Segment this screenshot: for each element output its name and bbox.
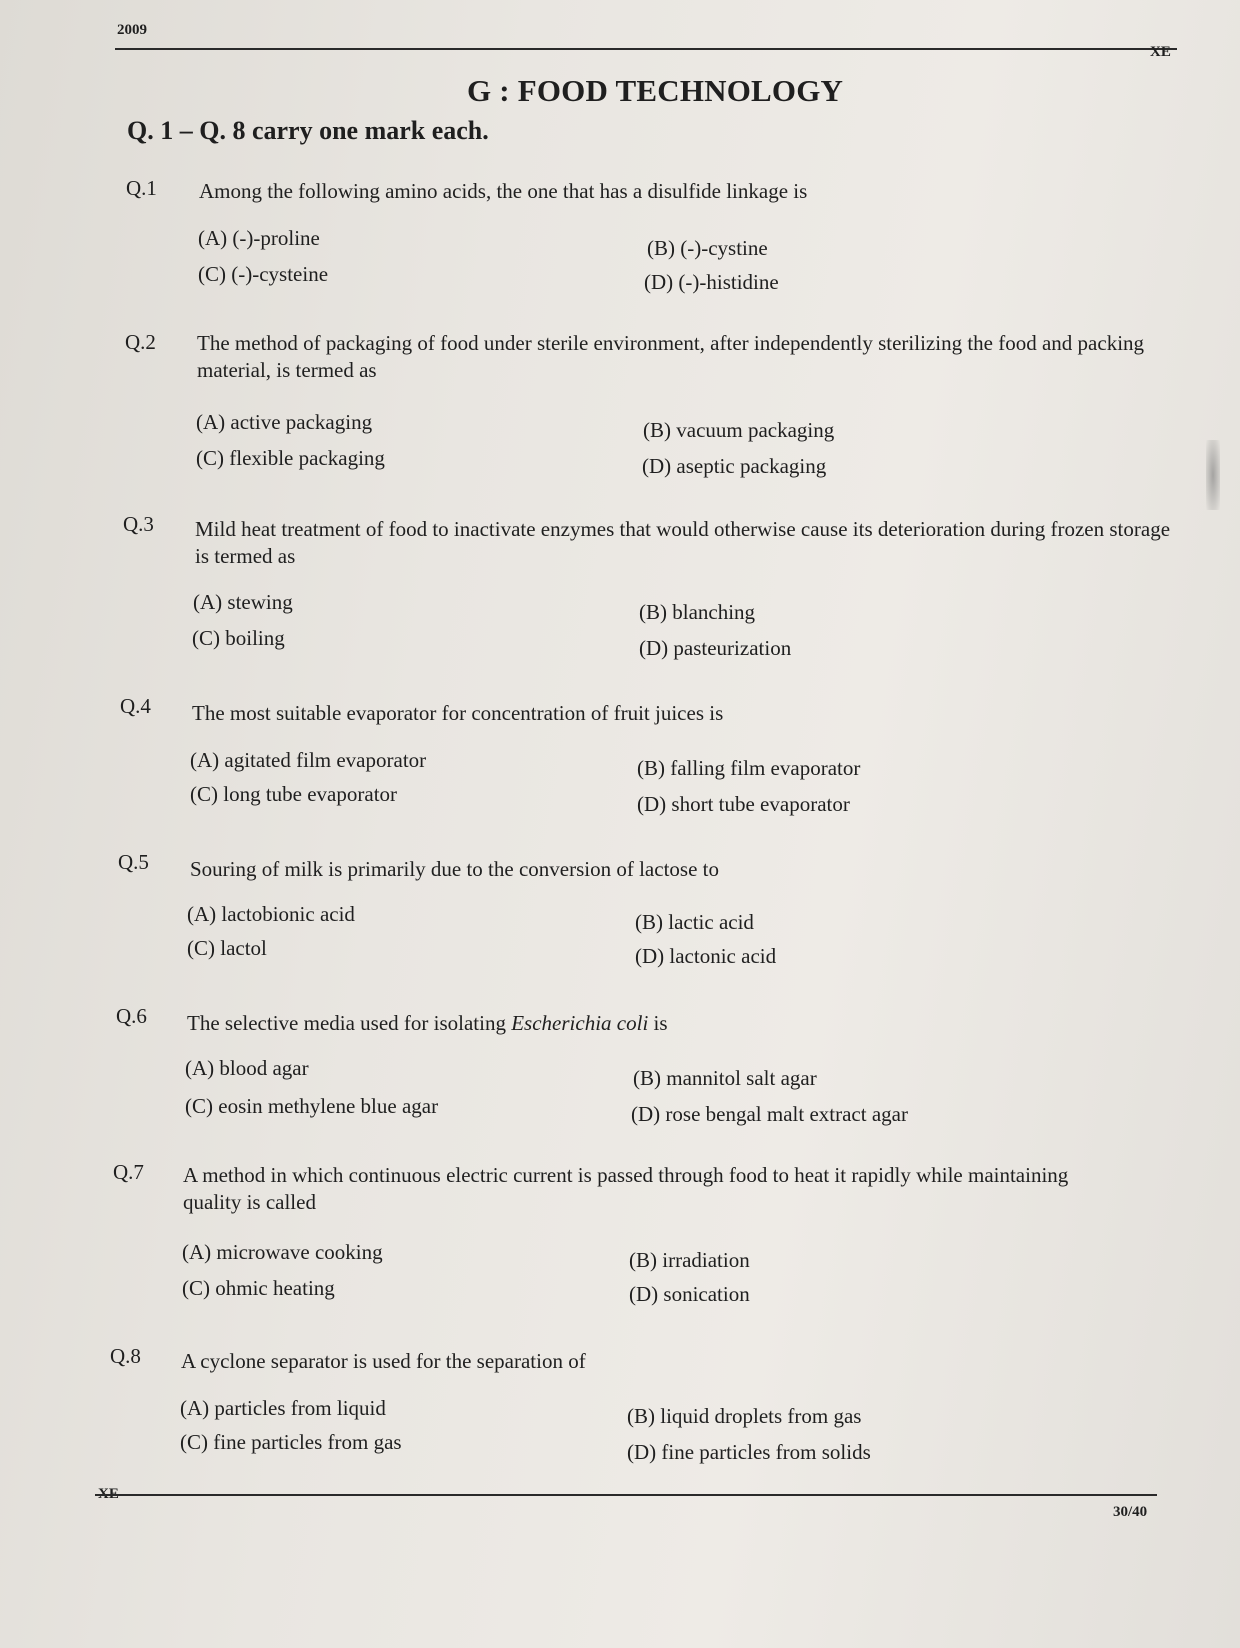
option-d: (D) fine particles from solids bbox=[627, 1440, 871, 1464]
question-number: Q.6 bbox=[116, 1004, 147, 1028]
option-b: (B) falling film evaporator bbox=[637, 756, 861, 780]
question-number: Q.2 bbox=[125, 330, 156, 354]
option-c: (C) fine particles from gas bbox=[180, 1430, 402, 1454]
option-b: (B) vacuum packaging bbox=[643, 418, 835, 442]
option-a: (A) (-)-proline bbox=[198, 226, 320, 250]
question-number: Q.3 bbox=[123, 512, 154, 536]
footer-rule bbox=[95, 1494, 1157, 1496]
scan-shadow bbox=[1206, 440, 1220, 510]
option-b: (B) irradiation bbox=[629, 1248, 750, 1272]
option-b: (B) lactic acid bbox=[635, 910, 754, 934]
question-number: Q.1 bbox=[126, 176, 157, 200]
question-text-suffix: is bbox=[648, 1011, 668, 1035]
option-d: (D) short tube evaporator bbox=[637, 792, 850, 816]
question-number: Q.8 bbox=[110, 1344, 141, 1368]
question-number: Q.4 bbox=[120, 694, 151, 718]
option-a: (A) microwave cooking bbox=[182, 1240, 383, 1264]
marks-instruction: Q. 1 – Q. 8 carry one mark each. bbox=[127, 116, 489, 145]
question-text: Mild heat treatment of food to inactivate enzymes that would otherwise cause its deterioration during frozen storage is termed as bbox=[195, 517, 1171, 568]
page-number: 30/40 bbox=[1113, 1504, 1148, 1520]
question-text: A method in which continuous electric current is passed through food to heat it rapidly while maintaining quality is called bbox=[183, 1163, 1069, 1214]
option-d: (D) pasteurization bbox=[639, 636, 792, 660]
question-text bbox=[187, 1010, 1162, 1037]
option-d: (D) (-)-histidine bbox=[644, 270, 779, 294]
option-a: (A) lactobionic acid bbox=[187, 902, 355, 926]
header-rule bbox=[115, 48, 1177, 50]
option-a: (A) active packaging bbox=[196, 410, 373, 434]
option-a: (A) blood agar bbox=[185, 1056, 309, 1080]
question-text: The method of packaging of food under sterile environment, after independently sterilizing the food and packing material, is termed as bbox=[197, 331, 1145, 382]
option-d: (D) rose bengal malt extract agar bbox=[631, 1102, 908, 1126]
option-d: (D) lactonic acid bbox=[635, 944, 777, 968]
option-c: (C) eosin methylene blue agar bbox=[185, 1094, 439, 1118]
question-text: Among the following amino acids, the one that has a disulfide linkage is bbox=[199, 179, 808, 203]
option-d: (D) aseptic packaging bbox=[642, 454, 827, 478]
option-b: (B) blanching bbox=[639, 600, 756, 624]
option-a: (A) stewing bbox=[193, 590, 293, 614]
question-text-prefix: The selective media used for isolating bbox=[187, 1011, 512, 1035]
organism-name: Escherichia coli bbox=[511, 1011, 649, 1035]
question-text: Souring of milk is primarily due to the conversion of lactose to bbox=[190, 857, 719, 881]
section-title: G : FOOD TECHNOLOGY bbox=[467, 73, 844, 108]
option-c: (C) lactol bbox=[187, 936, 267, 960]
option-c: (C) ohmic heating bbox=[182, 1276, 335, 1300]
option-c: (C) flexible packaging bbox=[196, 446, 385, 470]
option-c: (C) boiling bbox=[192, 626, 285, 650]
question-text: A cyclone separator is used for the separation of bbox=[181, 1349, 586, 1373]
option-b: (B) (-)-cystine bbox=[647, 236, 768, 260]
exam-year: 2009 bbox=[117, 22, 147, 38]
paper-code-footer: XE bbox=[98, 1486, 119, 1502]
option-a: (A) agitated film evaporator bbox=[190, 748, 427, 772]
paper-code-header: XE bbox=[1150, 44, 1171, 60]
option-b: (B) liquid droplets from gas bbox=[627, 1404, 862, 1428]
question-number: Q.5 bbox=[118, 850, 149, 874]
option-d: (D) sonication bbox=[629, 1282, 750, 1306]
option-b: (B) mannitol salt agar bbox=[633, 1066, 817, 1090]
question-number: Q.7 bbox=[113, 1160, 144, 1184]
option-c: (C) (-)-cysteine bbox=[198, 262, 329, 286]
option-a: (A) particles from liquid bbox=[180, 1396, 386, 1420]
question-text: The most suitable evaporator for concentration of fruit juices is bbox=[192, 701, 724, 725]
option-c: (C) long tube evaporator bbox=[190, 782, 398, 806]
